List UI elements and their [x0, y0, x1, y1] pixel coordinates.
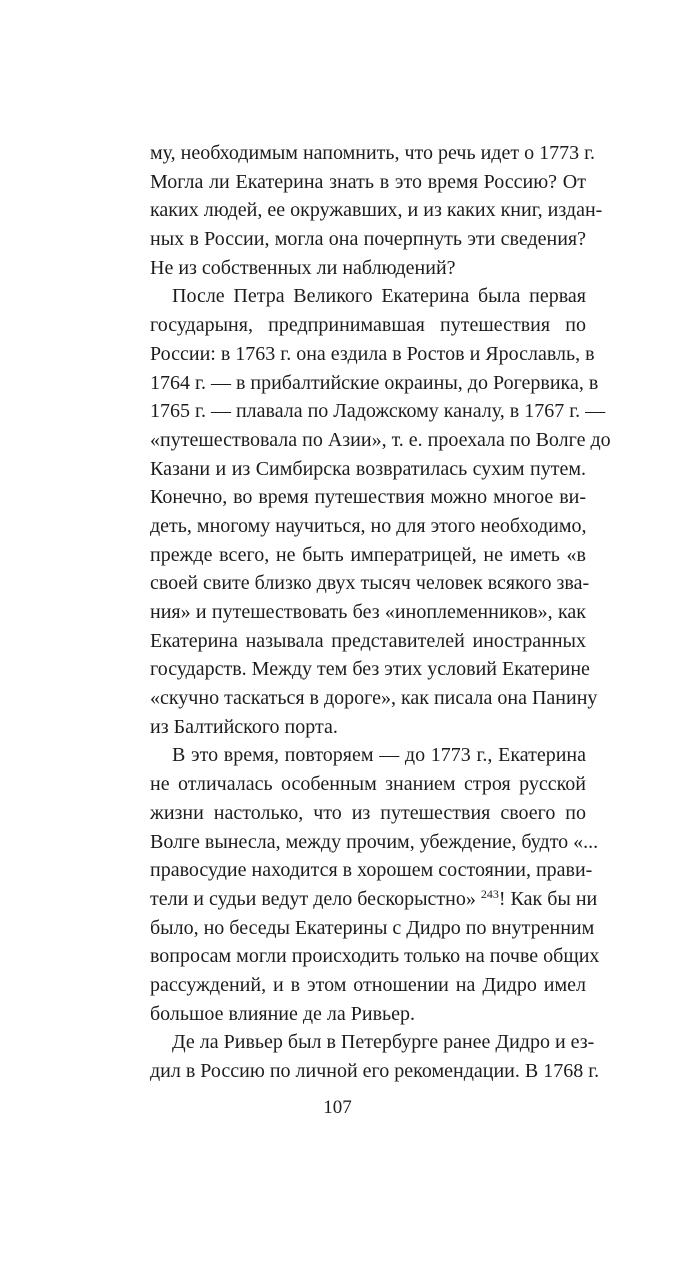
text-line: каких людей, ее окружавших, и из каких книг, издан-	[150, 199, 603, 222]
text-fragment: тели и судьи ведут дело бескорыстно»	[150, 887, 476, 910]
text-line: правосудие находится в хорошем состоянии, прави-	[150, 859, 593, 882]
text-line: Де ла Ривьер был в Петербурге ранее Дидро и ез-	[172, 1031, 595, 1054]
text-line: рассуждений, и в этом отношении на Дидро имел	[150, 973, 586, 996]
footnote-reference: 243	[480, 886, 499, 901]
text-line: ных в России, могла она почерпнуть эти сведения?	[150, 228, 586, 251]
text-line: Не из собственных ли наблюдений?	[150, 256, 456, 279]
text-line-with-footnote	[150, 885, 598, 914]
text-line: В это время, повторяем — до 1773 г., Екатерина	[172, 744, 586, 767]
text-line: Волге вынесла, между прочим, убеждение, будто «...	[150, 830, 599, 853]
body-text	[150, 139, 611, 1086]
text-line: своей свите близко двух тысяч человек всякого зва-	[150, 572, 590, 595]
text-line: жизни настолько, что из путешествия своего по	[150, 801, 586, 824]
text-fragment: ! Как бы ни	[498, 887, 598, 910]
text-line: не отличалась особенным знанием строя русской	[150, 773, 586, 796]
text-line: дил в Россию по личной его рекомендации. В 1768 г.	[150, 1060, 600, 1082]
text-line: «путешествовала по Азии», т. е. проехала по Волге до	[150, 428, 611, 451]
text-line: 1764 г. — в прибалтийские окраины, до Рогервика, в	[150, 371, 599, 394]
text-line: большое влияние де ла Ривьер.	[150, 1002, 416, 1025]
text-line: прежде всего, не быть императрицей, не иметь «в	[150, 543, 586, 566]
text-line: ния» и путешествовать без «иноплеменников», как	[150, 601, 586, 623]
text-line: Казани и из Симбирска возвратилась сухим путем.	[150, 457, 586, 480]
text-line: Конечно, во время путешествия можно многое ви-	[150, 486, 586, 509]
text-line: Екатерина называла представителей иностранных	[150, 629, 586, 652]
text-line: деть, многому научиться, но для этого необходимо,	[150, 514, 587, 537]
text-line: государств. Между тем без этих условий Екатерине	[150, 658, 590, 681]
text-line: «скучно таскаться в дороге», как писала она Панину	[150, 687, 598, 710]
text-line: было, но беседы Екатерины с Дидро по внутренним	[150, 916, 595, 939]
text-line: му, необходимым напомнить, что речь идет о 1773 г.	[150, 142, 596, 164]
text-line: Могла ли Екатерина знать в это время Россию? От	[150, 170, 586, 193]
text-line: России: в 1763 г. она ездила в Ростов и Ярославль, в	[150, 342, 595, 365]
text-line: 1765 г. — плавала по Ладожскому каналу, в 1767 г. —	[150, 400, 606, 423]
text-line: После Петра Великого Екатерина была первая	[172, 285, 586, 308]
text-line: из Балтийского порта.	[150, 715, 338, 738]
page-number: 107	[323, 1097, 352, 1118]
text-line: вопросам могли происходить только на почве общих	[150, 945, 600, 968]
text-line: государыня, предпринимавшая путешествия по	[150, 314, 586, 337]
